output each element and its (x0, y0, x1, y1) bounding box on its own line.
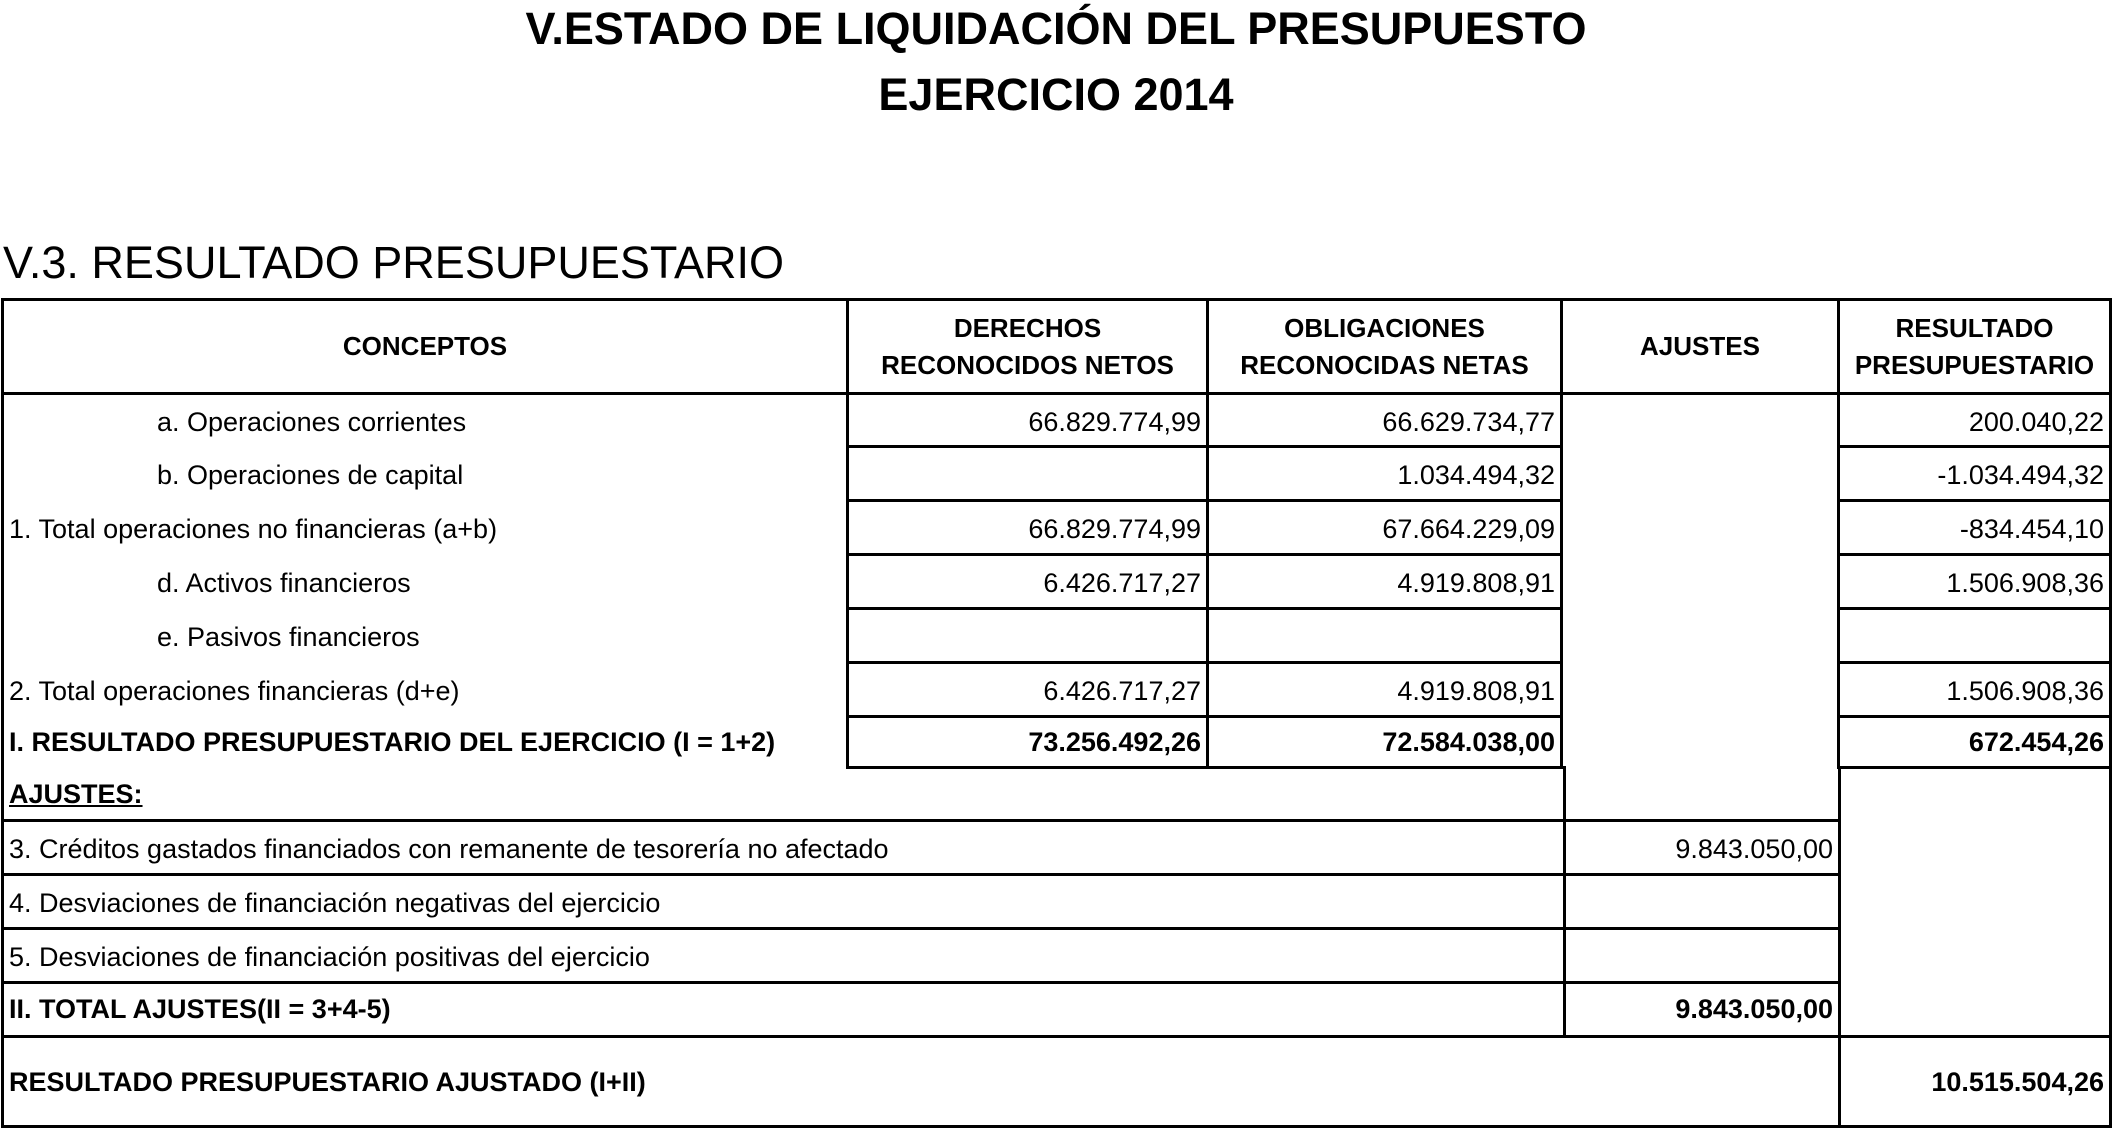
row-concepto: b. Operaciones de capital (157, 460, 464, 490)
document-title: V.ESTADO DE LIQUIDACIÓN DEL PRESUPUESTO (525, 3, 1587, 54)
header-resultado-line2: PRESUPUESTARIO (1854, 349, 2095, 380)
header-resultado-line1: RESULTADO (1895, 313, 2054, 344)
header-conceptos-label: CONCEPTOS (342, 331, 508, 362)
section1-bottom (846, 766, 1562, 769)
header-ajustes (1563, 301, 1837, 392)
header-bottom-border (1, 392, 2111, 395)
row-resultado: 1.506.908,36 (1946, 676, 2104, 706)
header-conceptos (4, 301, 846, 392)
header-resultado (1840, 301, 2109, 392)
ajuste-concepto: 3. Créditos gastados financiados con remanente de tesorería no afectado (9, 834, 889, 864)
section-title: V.3. RESULTADO PRESUPUESTARIO (3, 237, 785, 288)
row-derechos-total: 73.256.492,26 (1028, 727, 1201, 757)
row-resultado-total: 672.454,26 (1968, 727, 2104, 757)
header-derechos-line1: DERECHOS (953, 313, 1102, 344)
row-resultado: 1.506.908,36 (1946, 568, 2104, 598)
row-obligaciones: 4.919.808,91 (1397, 568, 1555, 598)
row-concepto: a. Operaciones corrientes (157, 407, 467, 437)
row-separator (1837, 607, 2111, 610)
row-derechos: 66.829.774,99 (1028, 407, 1201, 437)
row-concepto: 1. Total operaciones no financieras (a+b) (9, 514, 498, 544)
row-obligaciones-total: 72.584.038,00 (1382, 727, 1555, 757)
header-obligaciones-line1: OBLIGACIONES (1284, 313, 1485, 344)
row-resultado: 200.040,22 (1968, 407, 2104, 437)
header-derechos-line2: RECONOCIDOS NETOS (881, 349, 1174, 380)
ajuste-concepto-total: II. TOTAL AJUSTES(II = 3+4-5) (9, 994, 391, 1024)
document-subtitle-year: EJERCICIO 2014 (878, 69, 1234, 120)
table-left-border (1, 298, 4, 1128)
header-obligaciones (1209, 301, 1560, 392)
section1-bottom (1837, 766, 2111, 769)
row-concepto: e. Pasivos financieros (157, 622, 420, 652)
row-resultado: -834.454,10 (1959, 514, 2104, 544)
row-separator (846, 715, 1562, 718)
table-bottom-border (1, 1125, 2111, 1128)
header-ajustes-label: AJUSTES (1640, 331, 1760, 362)
final-concepto: RESULTADO PRESUPUESTARIO AJUSTADO (I+II) (9, 1067, 646, 1097)
header-obligaciones-line2: RECONOCIDAS NETAS (1240, 349, 1529, 380)
ajuste-concepto: 5. Desviaciones de financiación positivas del ejercicio (9, 942, 650, 972)
ajuste-concepto: 4. Desviaciones de financiación negativas del ejercicio (9, 888, 661, 918)
row-separator (1837, 553, 2111, 556)
row-separator (846, 553, 1562, 556)
header-derechos (849, 301, 1206, 392)
row-concepto-total: I. RESULTADO PRESUPUESTARIO DEL EJERCICIO (I = 1+2) (9, 727, 776, 757)
row-obligaciones: 67.664.229,09 (1382, 514, 1555, 544)
row-derechos: 6.426.717,27 (1043, 676, 1201, 706)
row-derechos: 66.829.774,99 (1028, 514, 1201, 544)
row-separator (1, 1035, 2111, 1038)
row-separator (1837, 715, 2111, 718)
row-concepto: d. Activos financieros (157, 568, 411, 598)
ajustes-heading: AJUSTES: (9, 779, 143, 809)
row-separator (846, 661, 1562, 664)
row-obligaciones: 66.629.734,77 (1382, 407, 1555, 437)
final-resultado: 10.515.504,26 (1931, 1067, 2104, 1097)
row-obligaciones: 4.919.808,91 (1397, 676, 1555, 706)
row-derechos: 6.426.717,27 (1043, 568, 1201, 598)
row-obligaciones: 1.034.494,32 (1397, 460, 1555, 490)
row-separator (1837, 499, 2111, 502)
row-separator (1837, 661, 2111, 664)
row-separator (846, 445, 1562, 448)
row-concepto: 2. Total operaciones financieras (d+e) (9, 676, 460, 706)
ajuste-value-total: 9.843.050,00 (1675, 994, 1833, 1024)
ajuste-value: 9.843.050,00 (1675, 834, 1833, 864)
row-separator (1837, 445, 2111, 448)
row-resultado: -1.034.494,32 (1937, 460, 2104, 490)
row-separator (846, 607, 1562, 610)
row-separator (846, 499, 1562, 502)
